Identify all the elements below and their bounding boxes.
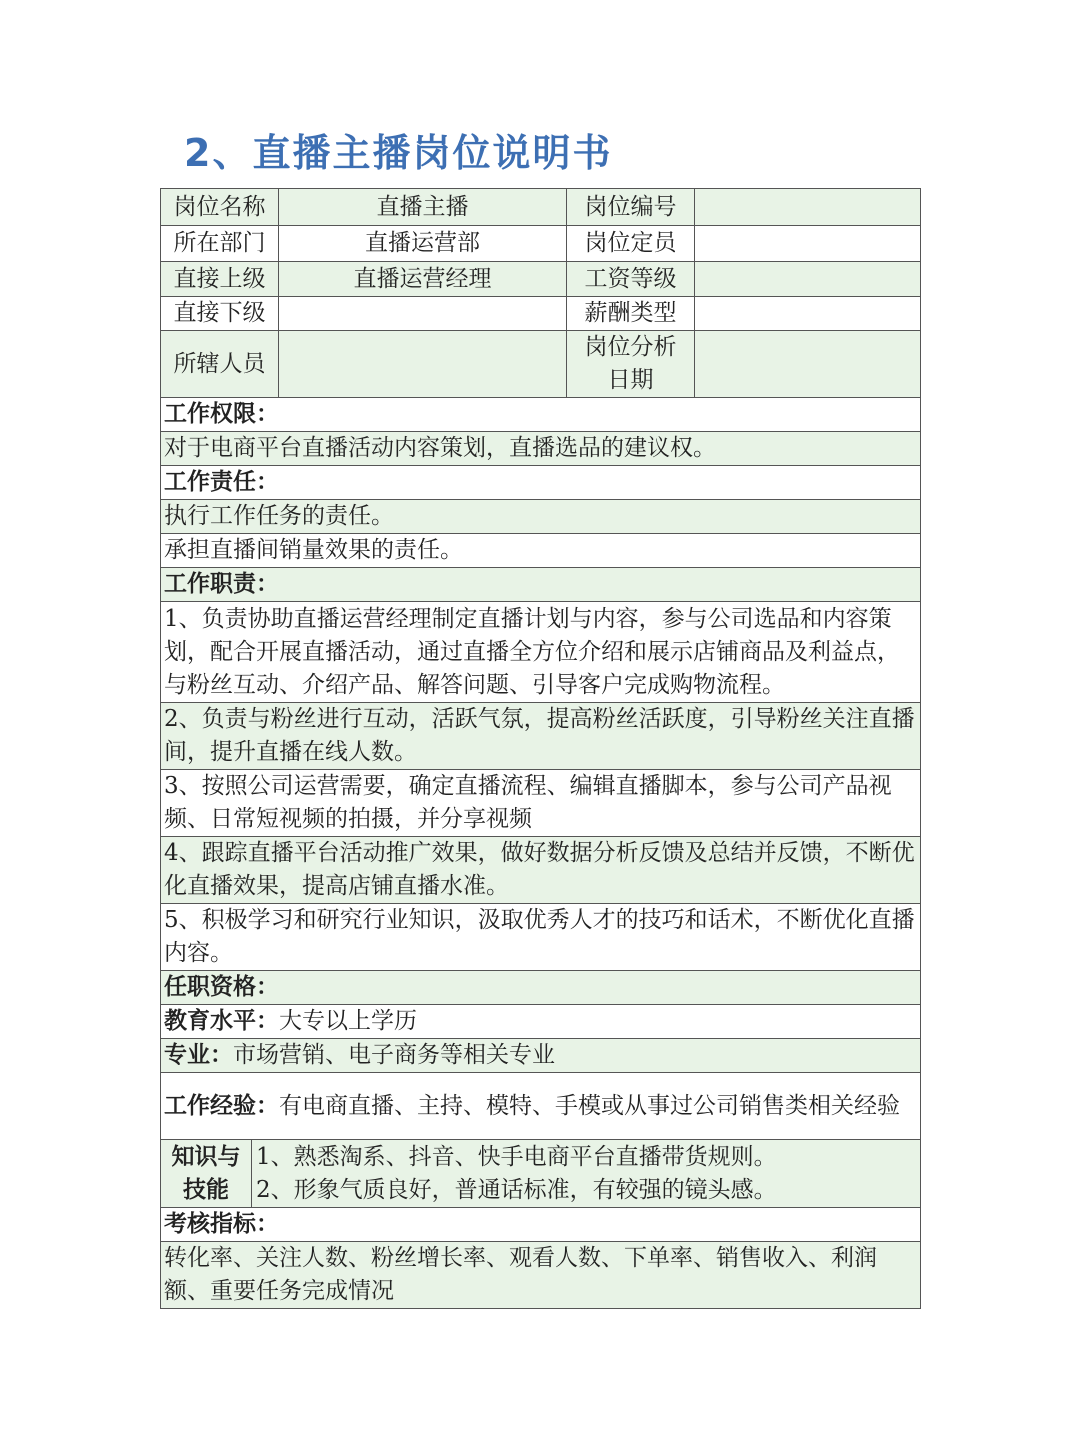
row-kpi-heading — [161, 1208, 921, 1242]
skills-list — [252, 1140, 920, 1207]
row-duty-5 — [161, 904, 921, 971]
department-label: 所在部门 — [161, 226, 279, 262]
row-duty-4 — [161, 837, 921, 904]
skills-item: 2、形象气质良好，普通话标准，有较强的镜头感。 — [256, 1176, 777, 1203]
managed-value — [279, 331, 567, 398]
responsibility-item: 执行工作任务的责任。 — [161, 500, 921, 534]
row-education — [161, 1005, 921, 1039]
row-managed — [161, 331, 921, 398]
position-name-value: 直播主播 — [279, 189, 567, 226]
duties-heading: 工作职责： — [161, 568, 921, 602]
major-cell — [161, 1039, 921, 1073]
row-position-name — [161, 189, 921, 226]
skills-item: 1、熟悉淘系、抖音、快手电商平台直播带货规则。 — [256, 1143, 777, 1170]
responsibility-item: 承担直播间销量效果的责任。 — [161, 534, 921, 568]
superior-value: 直播运营经理 — [279, 262, 567, 297]
position-no-value — [695, 189, 921, 226]
education-value: 大专以上学历 — [279, 1008, 417, 1034]
skills-cell — [161, 1140, 921, 1208]
skills-label-line-1: 知识与 — [171, 1143, 241, 1170]
staffing-label: 岗位定员 — [567, 226, 695, 262]
duty-item: 1、负责协助直播运营经理制定直播计划与内容，参与公司选品和内容策划，配合开展直播活动，通过直播全方位介绍和展示店铺商品及利益点，与粉丝互动、介绍产品、解答问题、引导客户完成购物流程。 — [161, 602, 921, 703]
managed-label: 所辖人员 — [161, 331, 279, 398]
department-value: 直播运营部 — [279, 226, 567, 262]
position-no-label: 岗位编号 — [567, 189, 695, 226]
row-duty-2 — [161, 703, 921, 770]
skills-label-line-2: 技能 — [183, 1176, 229, 1203]
analysis-date-value — [695, 331, 921, 398]
authority-heading: 工作权限： — [161, 398, 921, 432]
duty-item: 3、按照公司运营需要，确定直播流程、编辑直播脚本，参与公司产品视频、日常短视频的拍摄，并分享视频 — [161, 770, 921, 837]
analysis-date-label — [567, 331, 695, 398]
duty-item: 4、跟踪直播平台活动推广效果，做好数据分析反馈及总结并反馈，不断优化直播效果，提高店铺直播水准。 — [161, 837, 921, 904]
superior-label: 直接上级 — [161, 262, 279, 297]
kpi-heading: 考核指标： — [161, 1208, 921, 1242]
duty-item: 5、积极学习和研究行业知识，汲取优秀人才的技巧和话术，不断优化直播内容。 — [161, 904, 921, 971]
row-qualifications-heading — [161, 971, 921, 1005]
responsibility-heading: 工作责任： — [161, 466, 921, 500]
row-department — [161, 226, 921, 262]
analysis-date-label-line-2: 日期 — [607, 367, 654, 393]
row-experience — [161, 1073, 921, 1140]
experience-value: 有电商直播、主持、模特、手模或从事过公司销售类相关经验 — [279, 1092, 900, 1119]
row-skills — [161, 1140, 921, 1208]
pay-type-value — [695, 297, 921, 331]
row-duties-heading — [161, 568, 921, 602]
education-cell — [161, 1005, 921, 1039]
row-responsibility-2 — [161, 534, 921, 568]
analysis-date-label-line-1: 岗位分析 — [584, 334, 677, 360]
pay-type-label: 薪酬类型 — [567, 297, 695, 331]
authority-text: 对于电商平台直播活动内容策划，直播选品的建议权。 — [161, 432, 921, 466]
kpi-text: 转化率、关注人数、粉丝增长率、观看人数、下单率、销售收入、利润额、重要任务完成情况 — [161, 1242, 921, 1309]
row-duty-1 — [161, 602, 921, 703]
duty-item: 2、负责与粉丝进行互动，活跃气氛，提高粉丝活跃度，引导粉丝关注直播间，提升直播在线人数。 — [161, 703, 921, 770]
position-name-label: 岗位名称 — [161, 189, 279, 226]
subordinate-value — [279, 297, 567, 331]
staffing-value — [695, 226, 921, 262]
qualifications-heading: 任职资格： — [161, 971, 921, 1005]
skills-label — [161, 1140, 252, 1207]
salary-grade-label: 工资等级 — [567, 262, 695, 297]
document-title: 2、直播主播岗位说明书 — [184, 131, 613, 175]
job-description-table — [160, 188, 921, 1309]
row-authority-heading — [161, 398, 921, 432]
row-superior — [161, 262, 921, 297]
experience-label: 工作经验： — [164, 1092, 279, 1119]
row-authority-text — [161, 432, 921, 466]
subordinate-label: 直接下级 — [161, 297, 279, 331]
salary-grade-value — [695, 262, 921, 297]
row-responsibility-1 — [161, 500, 921, 534]
major-label: 专业： — [164, 1042, 233, 1068]
row-responsibility-heading — [161, 466, 921, 500]
major-value: 市场营销、电子商务等相关专业 — [233, 1042, 555, 1068]
row-kpi-text — [161, 1242, 921, 1309]
row-subordinate — [161, 297, 921, 331]
experience-cell — [161, 1073, 921, 1140]
row-duty-3 — [161, 770, 921, 837]
education-label: 教育水平： — [164, 1008, 279, 1034]
row-major — [161, 1039, 921, 1073]
